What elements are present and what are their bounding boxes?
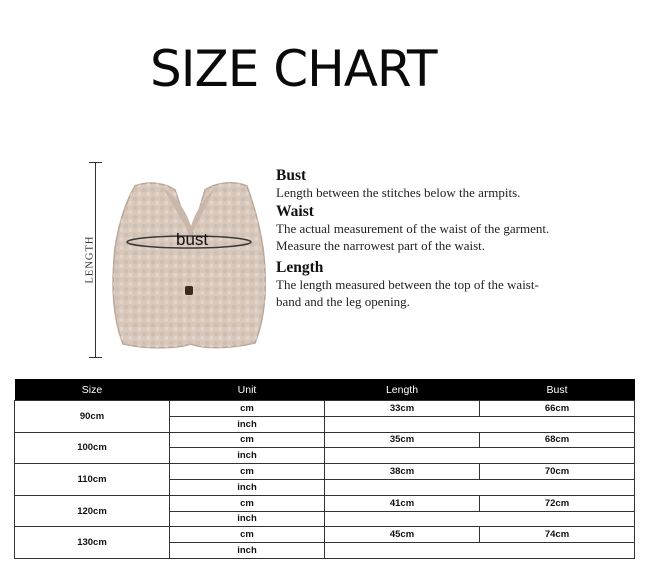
bust-cell: 70cm bbox=[480, 464, 635, 480]
unit-cell: inch bbox=[170, 448, 325, 464]
empty-cell bbox=[325, 479, 635, 495]
unit-cell: inch bbox=[170, 479, 325, 495]
desc-line: The actual measurement of the waist of the garment. bbox=[276, 221, 550, 236]
desc-line: band and the leg opening. bbox=[276, 294, 410, 309]
table-row bbox=[15, 527, 635, 543]
unit-cell: inch bbox=[170, 416, 325, 432]
desc-waist bbox=[276, 204, 549, 254]
desc-heading: Length bbox=[276, 259, 324, 276]
size-cell: 120cm bbox=[15, 495, 170, 527]
length-label: LENGTH bbox=[84, 235, 96, 284]
header-length: Length bbox=[325, 379, 480, 401]
desc-heading: Waist bbox=[276, 203, 314, 220]
empty-cell bbox=[325, 448, 635, 464]
desc-heading: Bust bbox=[276, 167, 307, 184]
empty-cell bbox=[325, 416, 635, 432]
length-measure-top-cap bbox=[89, 162, 102, 163]
size-cell: 90cm bbox=[15, 401, 170, 433]
vest-texture bbox=[113, 183, 265, 348]
length-cell: 35cm bbox=[325, 432, 480, 448]
unit-cell: cm bbox=[170, 401, 325, 417]
unit-cell: inch bbox=[170, 511, 325, 527]
desc-line: Length between the stitches below the armpits. bbox=[276, 185, 521, 200]
table-row bbox=[15, 401, 635, 417]
vest-illustration bbox=[105, 178, 275, 354]
length-cell: 38cm bbox=[325, 464, 480, 480]
desc-bust bbox=[276, 168, 520, 201]
table-header-row bbox=[15, 379, 635, 401]
unit-cell: cm bbox=[170, 527, 325, 543]
unit-cell: cm bbox=[170, 432, 325, 448]
desc-line: Measure the narrowest part of the waist. bbox=[276, 238, 486, 253]
size-cell: 110cm bbox=[15, 464, 170, 496]
header-unit: Unit bbox=[170, 379, 325, 401]
bust-cell: 66cm bbox=[480, 401, 635, 417]
size-table bbox=[14, 379, 635, 559]
desc-line: The length measured between the top of the waist- bbox=[276, 277, 539, 292]
empty-cell bbox=[325, 543, 635, 559]
unit-cell: cm bbox=[170, 495, 325, 511]
empty-cell bbox=[325, 511, 635, 527]
length-cell: 33cm bbox=[325, 401, 480, 417]
length-cell: 45cm bbox=[325, 527, 480, 543]
size-cell: 130cm bbox=[15, 527, 170, 559]
table-row bbox=[15, 432, 635, 448]
size-cell: 100cm bbox=[15, 432, 170, 464]
bust-cell: 74cm bbox=[480, 527, 635, 543]
header-bust: Bust bbox=[480, 379, 635, 401]
table-row bbox=[15, 495, 635, 511]
header-size: Size bbox=[15, 379, 170, 401]
unit-cell: inch bbox=[170, 543, 325, 559]
table-row bbox=[15, 464, 635, 480]
length-cell: 41cm bbox=[325, 495, 480, 511]
bust-label: bust bbox=[176, 230, 209, 249]
bust-cell: 72cm bbox=[480, 495, 635, 511]
desc-length bbox=[276, 260, 539, 310]
page-title: SIZE CHART bbox=[150, 40, 437, 98]
unit-cell: cm bbox=[170, 464, 325, 480]
bust-cell: 68cm bbox=[480, 432, 635, 448]
length-measure-bottom-cap bbox=[89, 357, 102, 358]
vest-button bbox=[185, 286, 193, 295]
